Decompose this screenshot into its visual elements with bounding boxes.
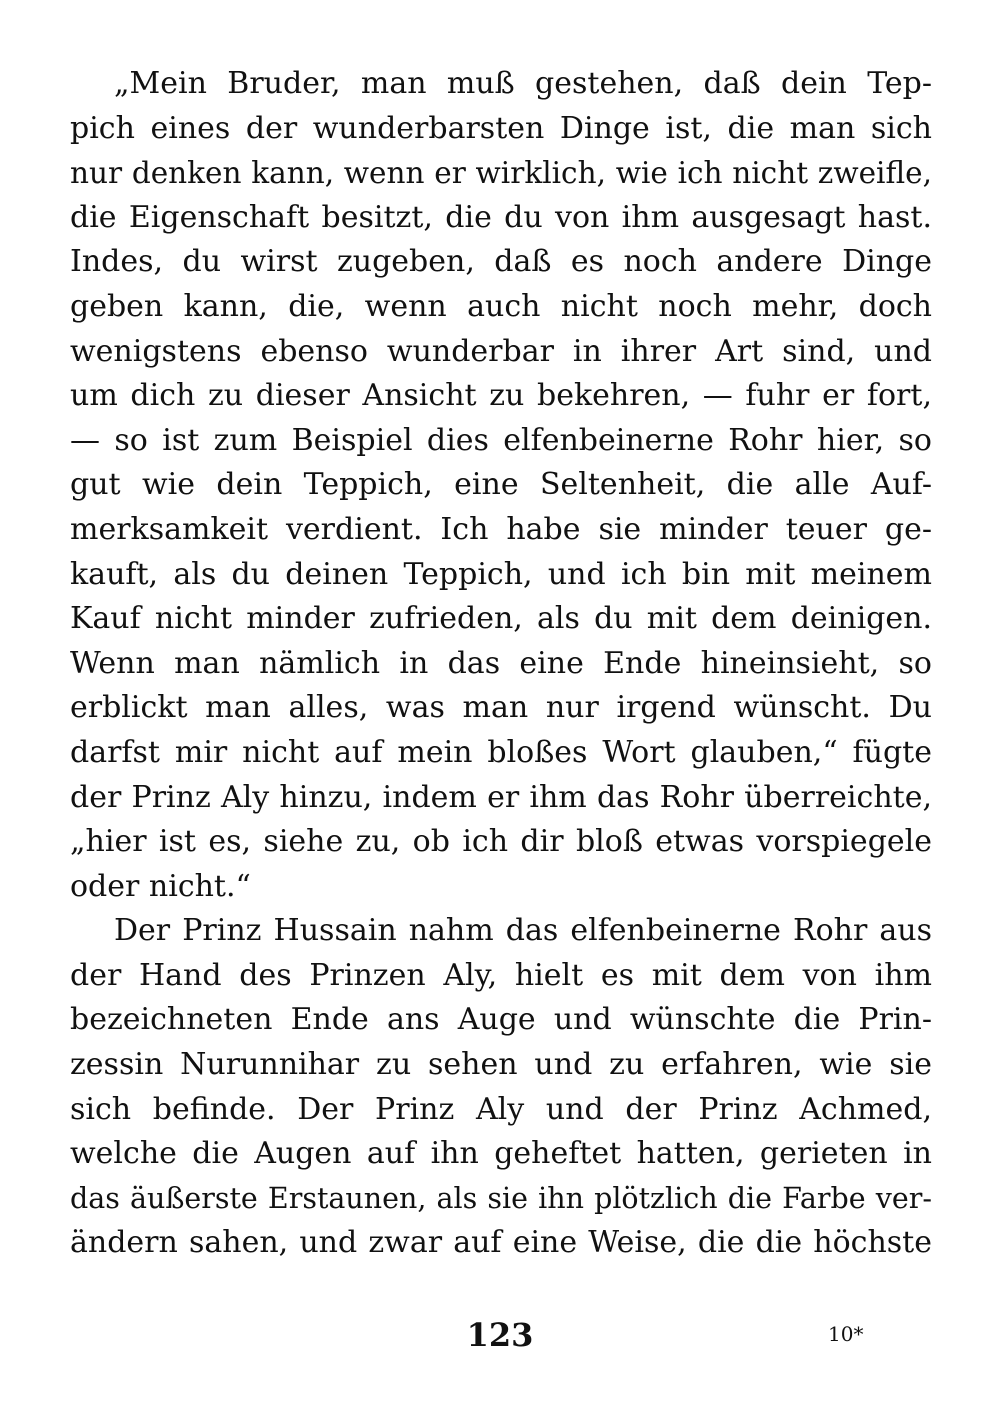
text-line: Wenn man nämlich in das eine Ende hineinsieht, so <box>70 645 932 681</box>
text-line: geben kann, die, wenn auch nicht noch mehr, doch <box>70 288 932 324</box>
text-line: — so ist zum Beispiel dies elfenbeinerne Rohr hier, so <box>70 422 932 458</box>
page-number: 123 <box>466 1316 534 1354</box>
text-line: erblickt man alles, was man nur irgend wünscht. Du <box>70 690 932 726</box>
text-line: der Prinz Aly hinzu, indem er ihm das Rohr überreichte, <box>70 779 932 815</box>
text-line: Der Prinz Hussain nahm das elfenbeinerne Rohr aus <box>114 913 932 949</box>
text-line: sich befinde. Der Prinz Aly und der Prinz Achmed, <box>70 1091 932 1127</box>
text-line: darfst mir nicht auf mein bloßes Wort glauben,“ fügte <box>70 734 932 770</box>
text-line: Indes, du wirst zugeben, daß es noch andere Dinge <box>70 244 932 280</box>
text-line: nur denken kann, wenn er wirklich, wie ich nicht zweifle, <box>70 156 932 191</box>
text-line: wenigstens ebenso wunderbar in ihrer Art sind, und <box>70 333 932 369</box>
text-line: um dich zu dieser Ansicht zu bekehren, — fuhr er fort, <box>70 378 932 414</box>
text-line: oder nicht.“ <box>70 868 251 904</box>
text-line: gut wie dein Teppich, eine Seltenheit, die alle Auf- <box>70 467 932 503</box>
text-line: zessin Nurunnihar zu sehen und zu erfahren, wie sie <box>70 1047 932 1083</box>
text-line: bezeichneten Ende ans Auge und wünschte die Prin- <box>70 1002 932 1038</box>
text-line: kauft, als du deinen Teppich, und ich bin mit meinem <box>70 556 932 592</box>
text-line: „Mein Bruder, man muß gestehen, daß dein Tep- <box>114 66 932 101</box>
text-line: „hier ist es, siehe zu, ob ich dir bloß etwas vorspiegele <box>70 824 932 860</box>
text-line: die Eigenschaft besitzt, die du von ihm ausgesagt hast. <box>70 199 932 235</box>
body-text <box>70 62 932 1266</box>
text-line: merksamkeit verdient. Ich habe sie minder teuer ge- <box>70 511 932 547</box>
text-line: welche die Augen auf ihn geheftet hatten, gerieten in <box>70 1136 932 1172</box>
text-line: pich eines der wunderbarsten Dinge ist, die man sich <box>70 110 932 146</box>
text-line: ändern sahen, und zwar auf eine Weise, die die höchste <box>70 1225 932 1261</box>
signature-mark: 10* <box>828 1322 864 1346</box>
text-line: das äußerste Erstaunen, als sie ihn plötzlich die Farbe ver- <box>70 1181 932 1215</box>
text-line: der Hand des Prinzen Aly, hielt es mit dem von ihm <box>70 957 932 993</box>
text-line: Kauf nicht minder zufrieden, als du mit dem deinigen. <box>70 601 932 637</box>
